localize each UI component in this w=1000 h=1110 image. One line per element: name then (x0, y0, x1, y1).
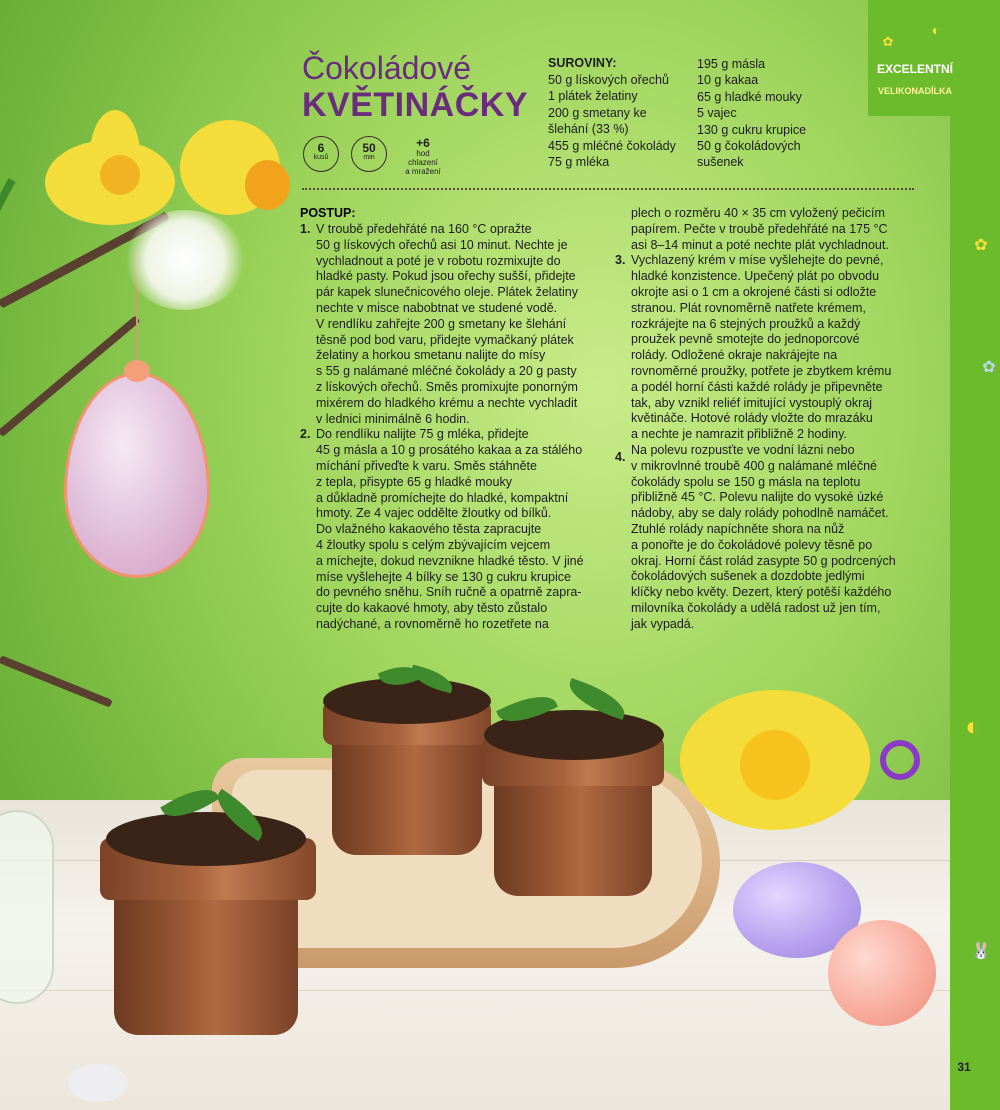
text-line: a míchejte, dokud nevznikne hladké těsto. V jiné (316, 553, 584, 568)
ingredient-item: 50 g lískových ořechů (548, 73, 669, 87)
ingredient-item: 10 g kakaa (697, 73, 759, 88)
text-line: 4 žloutky spolu s celým zbývajícím vejcem (316, 537, 551, 552)
text-line: 50 g lískových ořechů asi 10 minut. Nechte je (316, 237, 568, 252)
ingredient-item: 130 g cukru krupice (697, 122, 807, 137)
text-line: rovnoměrné proužky, potřete je zbytkem krému (631, 363, 892, 378)
text-line: okrojte asi o 1 cm a okrojené části si odložte (631, 284, 877, 299)
time-unit: min (363, 154, 375, 161)
text-line: okraj. Horní část rolád zasypte 50 g podrcených (631, 553, 896, 568)
ingredient-item: 50 g čokoládových (697, 139, 801, 154)
text-line: milovníka čokolády a udělá radost už jen tím, (631, 600, 881, 615)
bunny-icon: 🐰 (971, 943, 991, 960)
text-line: z tepla, přisypte 65 g hladké mouky (316, 474, 512, 489)
text-line: v lednici minimálně 6 hodin. (316, 411, 470, 426)
chocolate-pot (332, 730, 482, 855)
flower-icon: ✿ (974, 237, 988, 254)
text-line: vychladnout a poté je v robotu rozmixujte do (316, 253, 561, 268)
text-line: hladké konzistence. Upečený plát po obvodu (631, 269, 880, 284)
series-badge (868, 0, 950, 116)
ingredient-item: 195 g másla (697, 57, 766, 71)
cookie-soil (106, 812, 306, 866)
text-line: přibližně 45 °C. Polevu nalijte do vysoké úzké (631, 490, 884, 505)
text-line: pár kapek slunečnicového oleje. Plátek želatiny (316, 285, 578, 300)
step-number: 4. (615, 450, 626, 464)
text-line: v mikrovlnné troubě 400 g nalámané mléčné (631, 458, 877, 473)
text-line: želatiny a horkou smetanu nalijte do mísy (316, 348, 546, 363)
chocolate-pot (114, 880, 298, 1035)
text-line: a podél horní části každé rolády je připevněte (631, 379, 883, 394)
text-line: Do vlažného kakaového těsta zapracujte (316, 522, 542, 537)
text-line: nadýchané, a rovnoměrně ho rozetřete na (316, 616, 549, 631)
cookie-soil (323, 678, 491, 724)
pussy-willow (68, 1064, 128, 1102)
text-line: hladké pasty. Pokud jsou ořechy sušší, přidejte (316, 269, 576, 284)
text-line: míchání přiveďte k varu. Směs stáhněte (316, 458, 537, 473)
extra-time (398, 137, 448, 176)
daffodil-trumpet (100, 155, 140, 195)
text-line: asi 8–14 minut a poté nechte plát vychladnout. (631, 237, 889, 252)
text-line: z lískových ořechů. Směs promixujte ponorným (316, 379, 578, 394)
text-line: a ponořte je do čokoládové polevy těsně po (631, 537, 873, 552)
step-number: 1. (300, 222, 311, 236)
method-column-2 (631, 206, 896, 633)
text-line: čokolády spolu se 150 g másla na teplotu (631, 474, 861, 489)
ingredient-item: 75 g mléka (548, 155, 610, 170)
badge-title: EXCELENTNÍ (876, 62, 953, 76)
text-line: nádoby, aby se daly rolády pohodlně namáčet. (631, 506, 889, 521)
text-line: mixérem do hladkého krému a nechte vychladit (316, 395, 578, 410)
text-line: cujte do kakaové hmoty, aby těsto zůstalo (316, 601, 548, 616)
easter-egg-icon: ◐ (931, 22, 941, 38)
extra-time-note: chlazení (408, 158, 438, 167)
text-line: Vychlazený krém v míse vyšlehejte do pevné, (631, 253, 884, 268)
text-line: čokoládových sušenek a dozdobte jedlými (631, 569, 865, 584)
ingredient-item: 1 plátek želatiny (548, 89, 638, 104)
chocolate-pot (494, 770, 652, 896)
glass-egg-ornament (64, 372, 210, 578)
page-number: 31 (957, 1060, 971, 1074)
white-blossoms (125, 210, 245, 310)
ingredient-item: 455 g mléčné čokolády (548, 138, 676, 153)
easter-egg-icon: ◐ (965, 711, 981, 741)
dotted-divider (302, 188, 914, 190)
text-line: s 55 g nalámané mléčné čokolády a 20 g pasty (316, 364, 577, 379)
egg-hanger (124, 360, 150, 382)
ingredients-heading: SUROVINY: (548, 56, 617, 70)
text-line: papírem. Pečte v troubě předehřáté na 175 °C (631, 221, 888, 236)
text-line: hmoty. Ze 4 vajec oddělte žloutky od bílků. (316, 506, 552, 521)
servings-unit: kusů (313, 154, 329, 161)
daffodil-trumpet (740, 730, 810, 800)
time-badge (351, 136, 387, 172)
text-line: V troubě předehřáté na 160 °C opražte (316, 222, 532, 236)
text-line: jak vypadá. (631, 616, 695, 631)
ingredient-item: sušenek (697, 155, 744, 170)
text-line: Na polevu rozpusťte ve vodní lázni nebo (631, 442, 855, 457)
ingredients-column-2 (697, 56, 806, 171)
extra-time-value: +6 (416, 136, 430, 150)
daffodil-trumpet (245, 160, 290, 210)
text-line: klíčky nebo květy. Dezert, který potěší každého (631, 585, 892, 600)
ingredient-item: šlehání (33 %) (548, 122, 629, 137)
text-line: rozkrájejte na 6 stejných proužků a každý (631, 316, 861, 331)
step-number: 3. (615, 253, 626, 267)
extra-time-note: a mražení (405, 167, 441, 176)
text-line: tak, aby vznikl reliéf imitující vystouplý okraj (631, 395, 873, 410)
flower-icon: ✿ (982, 359, 996, 376)
ingredients-column-1 (548, 72, 676, 170)
badge-subtitle: VELIKONADÍLKA (878, 86, 952, 96)
glass-vase (0, 810, 54, 1004)
text-line: plech o rozměru 40 × 35 cm vyložený pečicím (631, 206, 885, 220)
text-line: květináče. Hotové rolády vložte do mrazáku (631, 411, 873, 426)
text-line: stranou. Plát rovnoměrně natřete krémem, (631, 300, 866, 315)
flower-icon: ✿ (882, 34, 894, 49)
step-number: 2. (300, 427, 311, 441)
ingredient-item: 200 g smetany ke (548, 105, 647, 120)
text-line: proužek pevně smotejte do jednoporcové (631, 332, 860, 347)
text-line: V rendlíku zahřejte 200 g smetany ke šlehání (316, 316, 567, 331)
text-line: a nechte je namrazit přibližně 2 hodiny. (631, 427, 847, 442)
method-heading: POSTUP: (300, 206, 356, 220)
green-stem (0, 178, 16, 517)
text-line: těsně pod bod varu, přidejte vymačkaný plátek (316, 332, 574, 347)
purple-ribbon (880, 740, 920, 780)
recipe-title: Čokoládové (302, 50, 471, 86)
text-line: nechte v misce nabobtnat ve studené vodě. (316, 300, 558, 315)
ingredient-item: 5 vajec (697, 106, 737, 121)
text-line: míse vyšlehejte 4 bílky se 130 g cukru krupice (316, 569, 571, 584)
text-line: 45 g másla a 10 g prosátého kakaa a za stálého (316, 443, 583, 458)
pink-easter-egg (828, 920, 936, 1026)
servings-badge (303, 136, 339, 172)
method-column-1 (316, 222, 584, 633)
text-line: Ztuhlé rolády napíchněte shora na nůž (631, 521, 845, 536)
text-line: do pevného sněhu. Sníh ručně a opatrně zapra- (316, 585, 582, 600)
time-value: 50 (362, 141, 376, 155)
text-line: rolády. Odložené okraje nakrájejte na (631, 348, 838, 363)
ingredient-item: 65 g hladké mouky (697, 89, 802, 104)
text-line: Do rendlíku nalijte 75 g mléka, přidejte (316, 427, 529, 442)
recipe-title-bold: KVĚTINÁČKY (302, 86, 529, 124)
text-line: a důkladně promíchejte do hladké, kompaktní (316, 490, 569, 505)
extra-time-unit: hod (416, 149, 430, 158)
servings-value: 6 (317, 141, 325, 155)
willow-branch (0, 655, 113, 707)
